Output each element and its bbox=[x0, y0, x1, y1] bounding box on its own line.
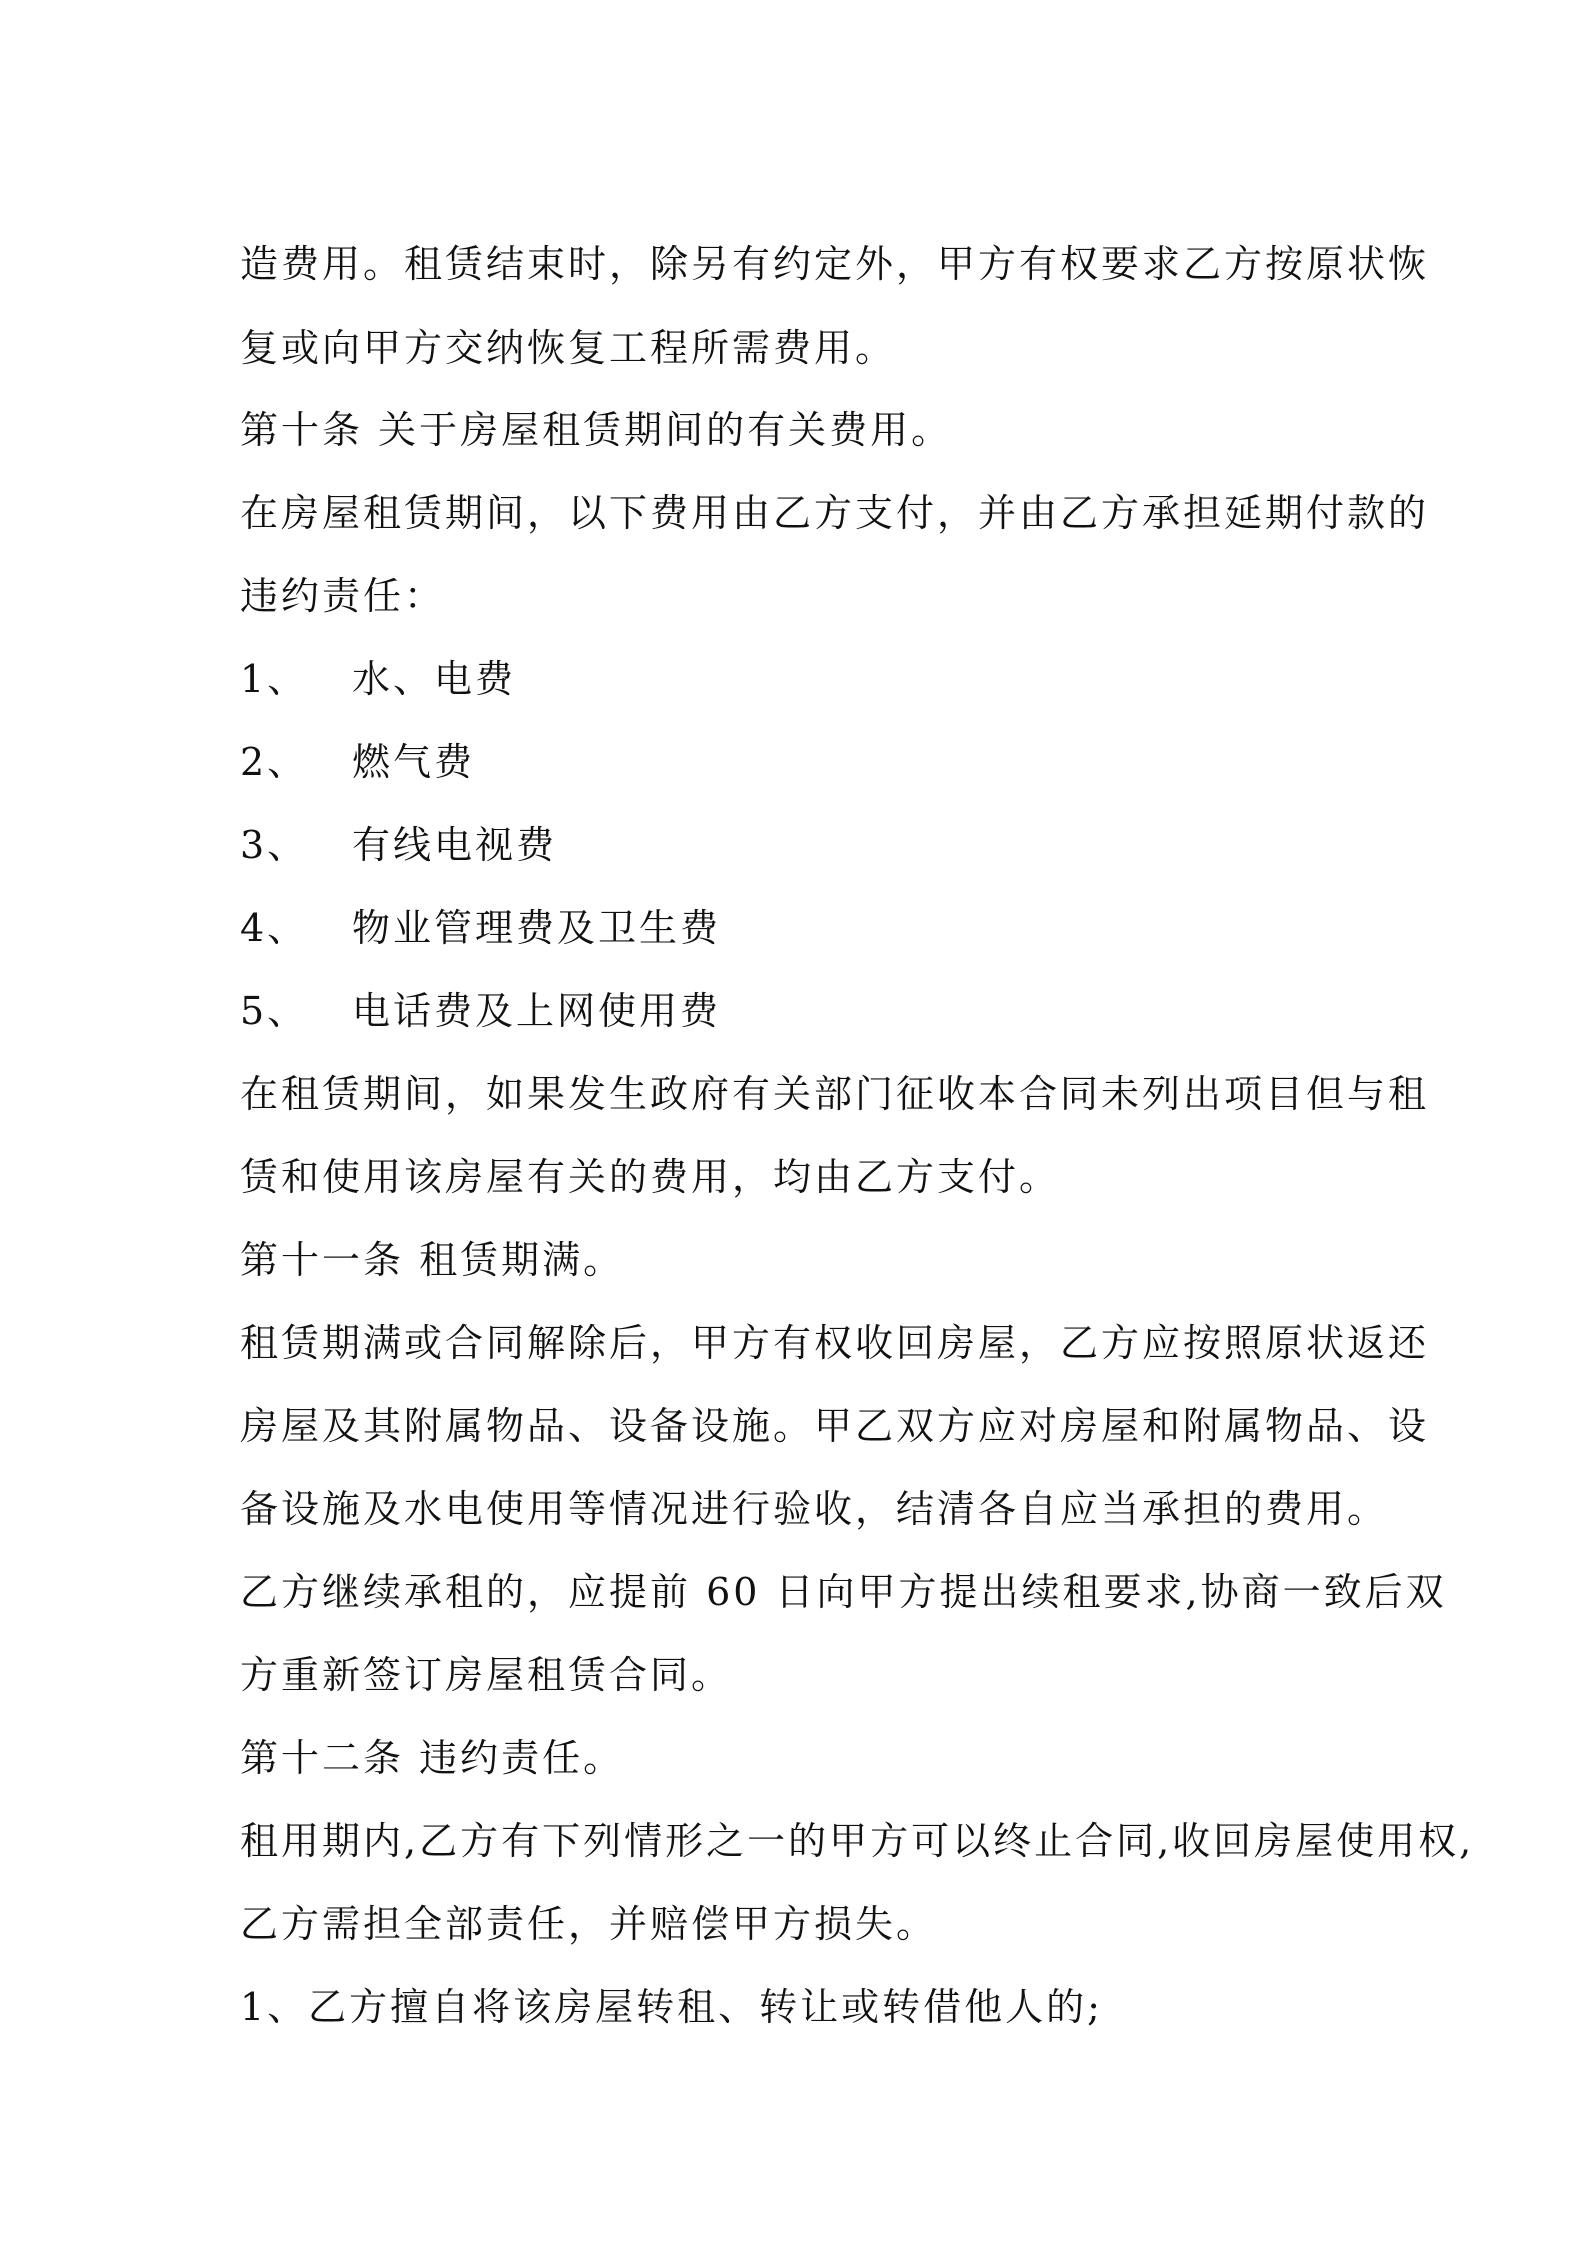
paragraph-line: 乙方需担全部责任，并赔偿甲方损失。 bbox=[240, 1902, 938, 1946]
article-heading: 第十一条 租赁期满。 bbox=[240, 1238, 625, 1282]
article-heading: 第十条 关于房屋租赁期间的有关费用。 bbox=[240, 408, 953, 452]
fee-list-item bbox=[240, 821, 557, 869]
list-item-text: 电话费及上网使用费 bbox=[352, 989, 722, 1033]
article-heading: 第十二条 违约责任。 bbox=[240, 1736, 625, 1780]
fee-list-item bbox=[240, 738, 475, 786]
list-item-number: 3、 bbox=[240, 823, 309, 867]
list-item-text: 有线电视费 bbox=[352, 823, 558, 867]
list-item-text: 水、电费 bbox=[352, 657, 517, 701]
list-item-text: 物业管理费及卫生费 bbox=[352, 906, 722, 950]
paragraph-line: 在租赁期间，如果发生政府有关部门征收本合同未列出项目但与租 bbox=[240, 1072, 1430, 1116]
fee-list-item bbox=[240, 987, 721, 1035]
list-item-number: 1、 bbox=[240, 657, 309, 701]
list-item-text: 燃气费 bbox=[352, 740, 476, 784]
paragraph-line: 在房屋租赁期间，以下费用由乙方支付，并由乙方承担延期付款的 bbox=[240, 491, 1430, 535]
paragraph-line: 房屋及其附属物品、设备设施。甲乙双方应对房屋和附属物品、设 bbox=[240, 1404, 1430, 1448]
paragraph-line: 复或向甲方交纳恢复工程所需费用。 bbox=[240, 326, 897, 370]
paragraph-line: 租用期内,乙方有下列情形之一的甲方可以终止合同,收回房屋使用权, bbox=[240, 1819, 1475, 1863]
list-item-number: 2、 bbox=[240, 740, 309, 784]
paragraph-line: 方重新签订房屋租赁合同。 bbox=[240, 1653, 733, 1697]
paragraph-line: 租赁期满或合同解除后，甲方有权收回房屋，乙方应按照原状返还 bbox=[240, 1321, 1430, 1365]
paragraph-line: 乙方继续承租的，应提前 60 日向甲方提出续租要求,协商一致后双 bbox=[240, 1570, 1447, 1614]
paragraph-line: 1、乙方擅自将该房屋转租、转让或转借他人的; bbox=[240, 1985, 1103, 2029]
paragraph-line: 违约责任： bbox=[240, 574, 446, 618]
fee-list-item bbox=[240, 904, 721, 952]
list-item-number: 4、 bbox=[240, 906, 309, 950]
paragraph-line: 备设施及水电使用等情况进行验收，结清各自应当承担的费用。 bbox=[240, 1487, 1389, 1531]
list-item-number: 5、 bbox=[240, 989, 309, 1033]
fee-list-item bbox=[240, 655, 516, 703]
paragraph-line: 赁和使用该房屋有关的费用，均由乙方支付。 bbox=[240, 1155, 1061, 1199]
paragraph-line: 造费用。租赁结束时，除另有约定外，甲方有权要求乙方按原状恢 bbox=[240, 242, 1430, 286]
